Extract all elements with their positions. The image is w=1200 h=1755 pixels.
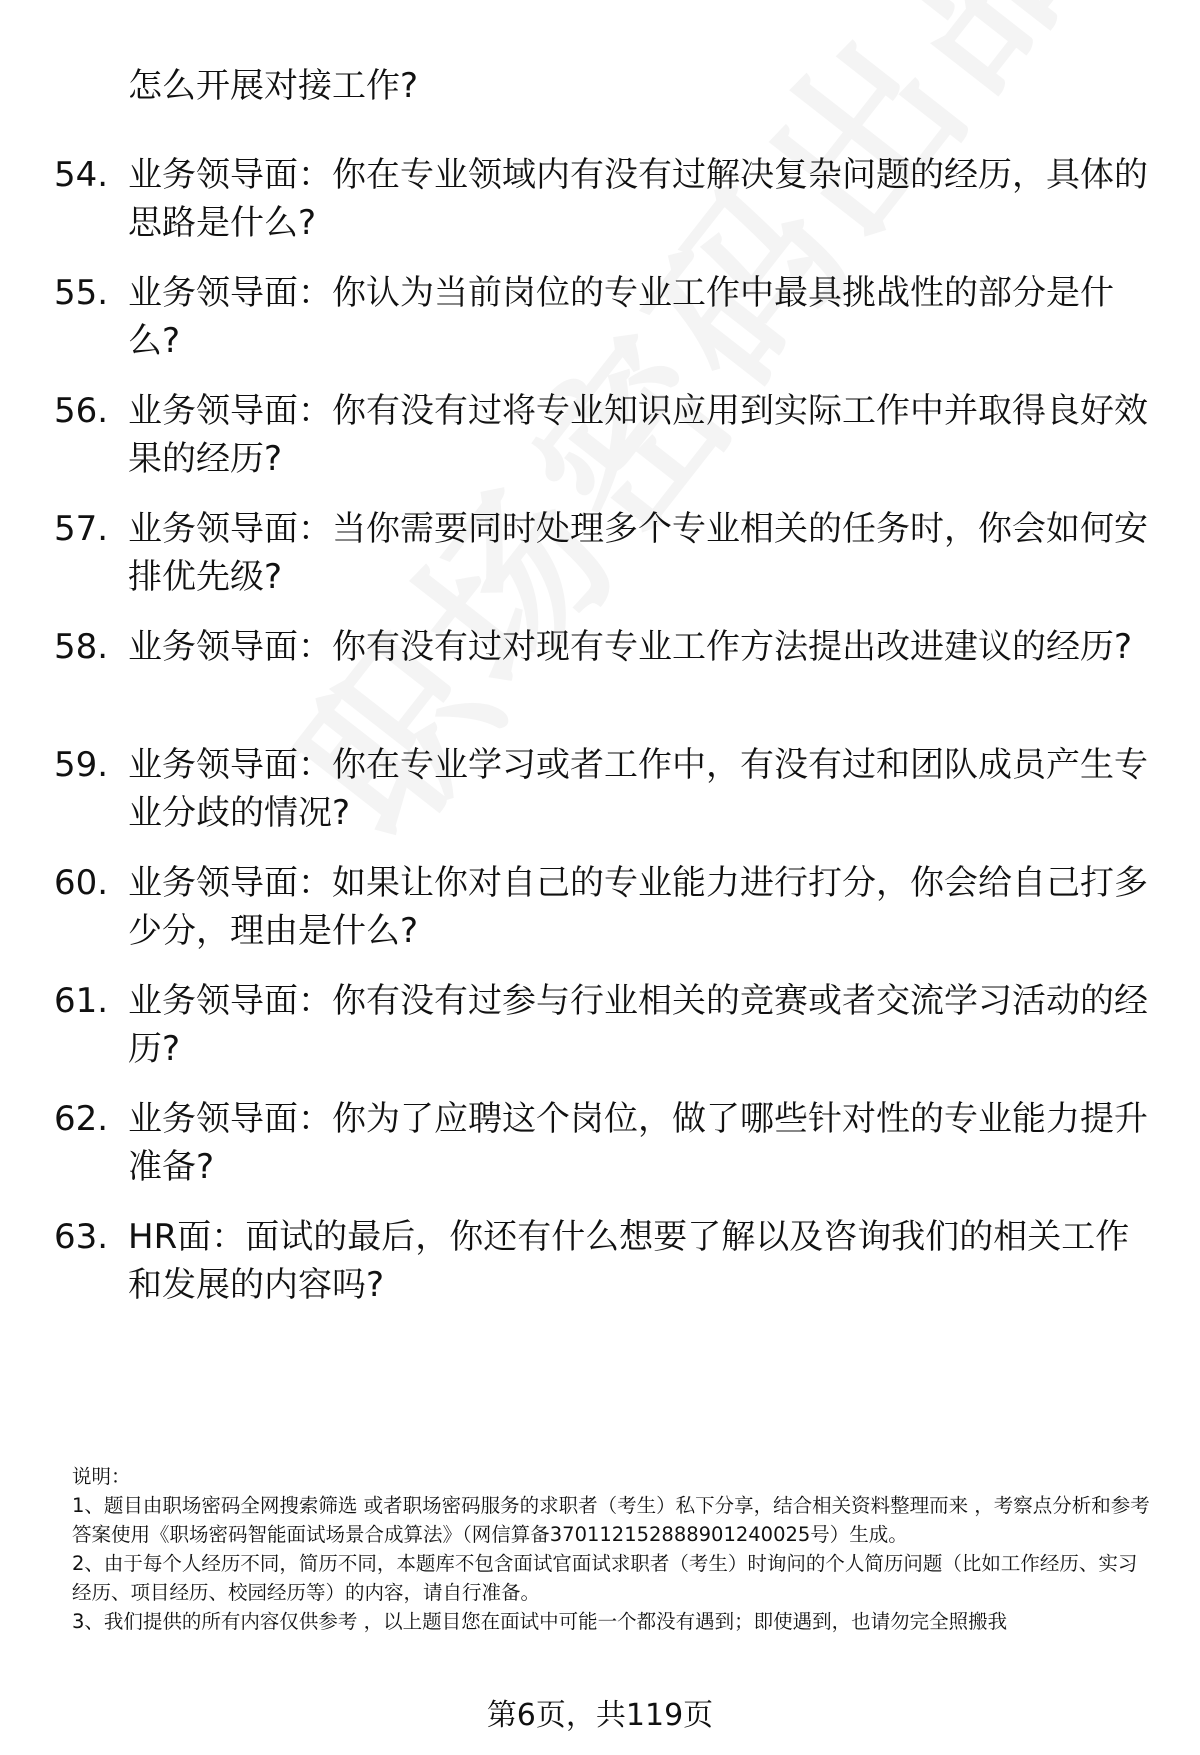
- page-footer: 第6页，共119页: [486, 1698, 714, 1733]
- question-item: [0, 859, 1200, 969]
- question-text: 业务领导面：你认为当前岗位的专业工作中最具挑战性的部分是什么?: [128, 273, 1114, 361]
- question-number: 54.: [54, 155, 109, 195]
- question-item: [0, 1213, 1200, 1323]
- question-item: [0, 977, 1200, 1087]
- note-item: 1、题目由职场密码全网搜索筛选 或者职场密码服务的求职者（考生）私下分享，结合相关资料整理而来 ，考察点分析和参考答案使用《职场密码智能面试场景合成算法》（网信算备370112152888901240025号）生成。: [72, 1494, 1150, 1546]
- question-number: 55.: [54, 273, 109, 313]
- question-continuation: 怎么开展对接工作?: [128, 66, 419, 106]
- question-item: [0, 741, 1200, 851]
- question-number: 63.: [54, 1217, 109, 1257]
- question-text: 业务领导面：如果让你对自己的专业能力进行打分，你会给自己打多少分，理由是什么?: [128, 863, 1148, 951]
- question-text: 业务领导面：你在专业领域内有没有过解决复杂问题的经历，具体的思路是什么?: [128, 155, 1148, 243]
- question-text: 业务领导面：当你需要同时处理多个专业相关的任务时，你会如何安排优先级?: [128, 509, 1148, 597]
- note-item: 2、由于每个人经历不同，简历不同，本题库不包含面试官面试求职者（考生）时询问的个人简历问题（比如工作经历、实习经历、项目经历、校园经历等）的内容，请自行准备。: [72, 1552, 1138, 1604]
- notes-section: [72, 1462, 1152, 1636]
- question-number: 58.: [54, 627, 109, 667]
- question-text: 业务领导面：你为了应聘这个岗位，做了哪些针对性的专业能力提升准备?: [128, 1099, 1148, 1187]
- question-item: [0, 151, 1200, 261]
- question-text: HR面：面试的最后，你还有什么想要了解以及咨询我们的相关工作和发展的内容吗?: [128, 1217, 1130, 1305]
- question-number: 60.: [54, 863, 109, 903]
- notes-heading: 说明：: [72, 1465, 131, 1488]
- question-text: 业务领导面：你有没有过对现有专业工作方法提出改进建议的经历?: [128, 627, 1133, 667]
- question-number: 62.: [54, 1099, 109, 1139]
- question-text: 业务领导面：你有没有过参与行业相关的竞赛或者交流学习活动的经历?: [128, 981, 1148, 1069]
- question-item: [0, 1095, 1200, 1205]
- question-number: 56.: [54, 391, 109, 431]
- question-number: 59.: [54, 745, 109, 785]
- question-item: [0, 505, 1200, 615]
- question-text: 业务领导面：你在专业学习或者工作中，有没有过和团队成员产生专业分歧的情况?: [128, 745, 1148, 833]
- question-number: 61.: [54, 981, 109, 1021]
- question-item: [0, 387, 1200, 497]
- question-item: [0, 269, 1200, 379]
- question-item: [0, 623, 1200, 733]
- question-number: 57.: [54, 509, 109, 549]
- question-text: 业务领导面：你有没有过将专业知识应用到实际工作中并取得良好效果的经历?: [128, 391, 1148, 479]
- note-item: 3、我们提供的所有内容仅供参考 ，以上题目您在面试中可能一个都没有遇到；即使遇到，也请勿完全照搬我: [72, 1610, 1008, 1633]
